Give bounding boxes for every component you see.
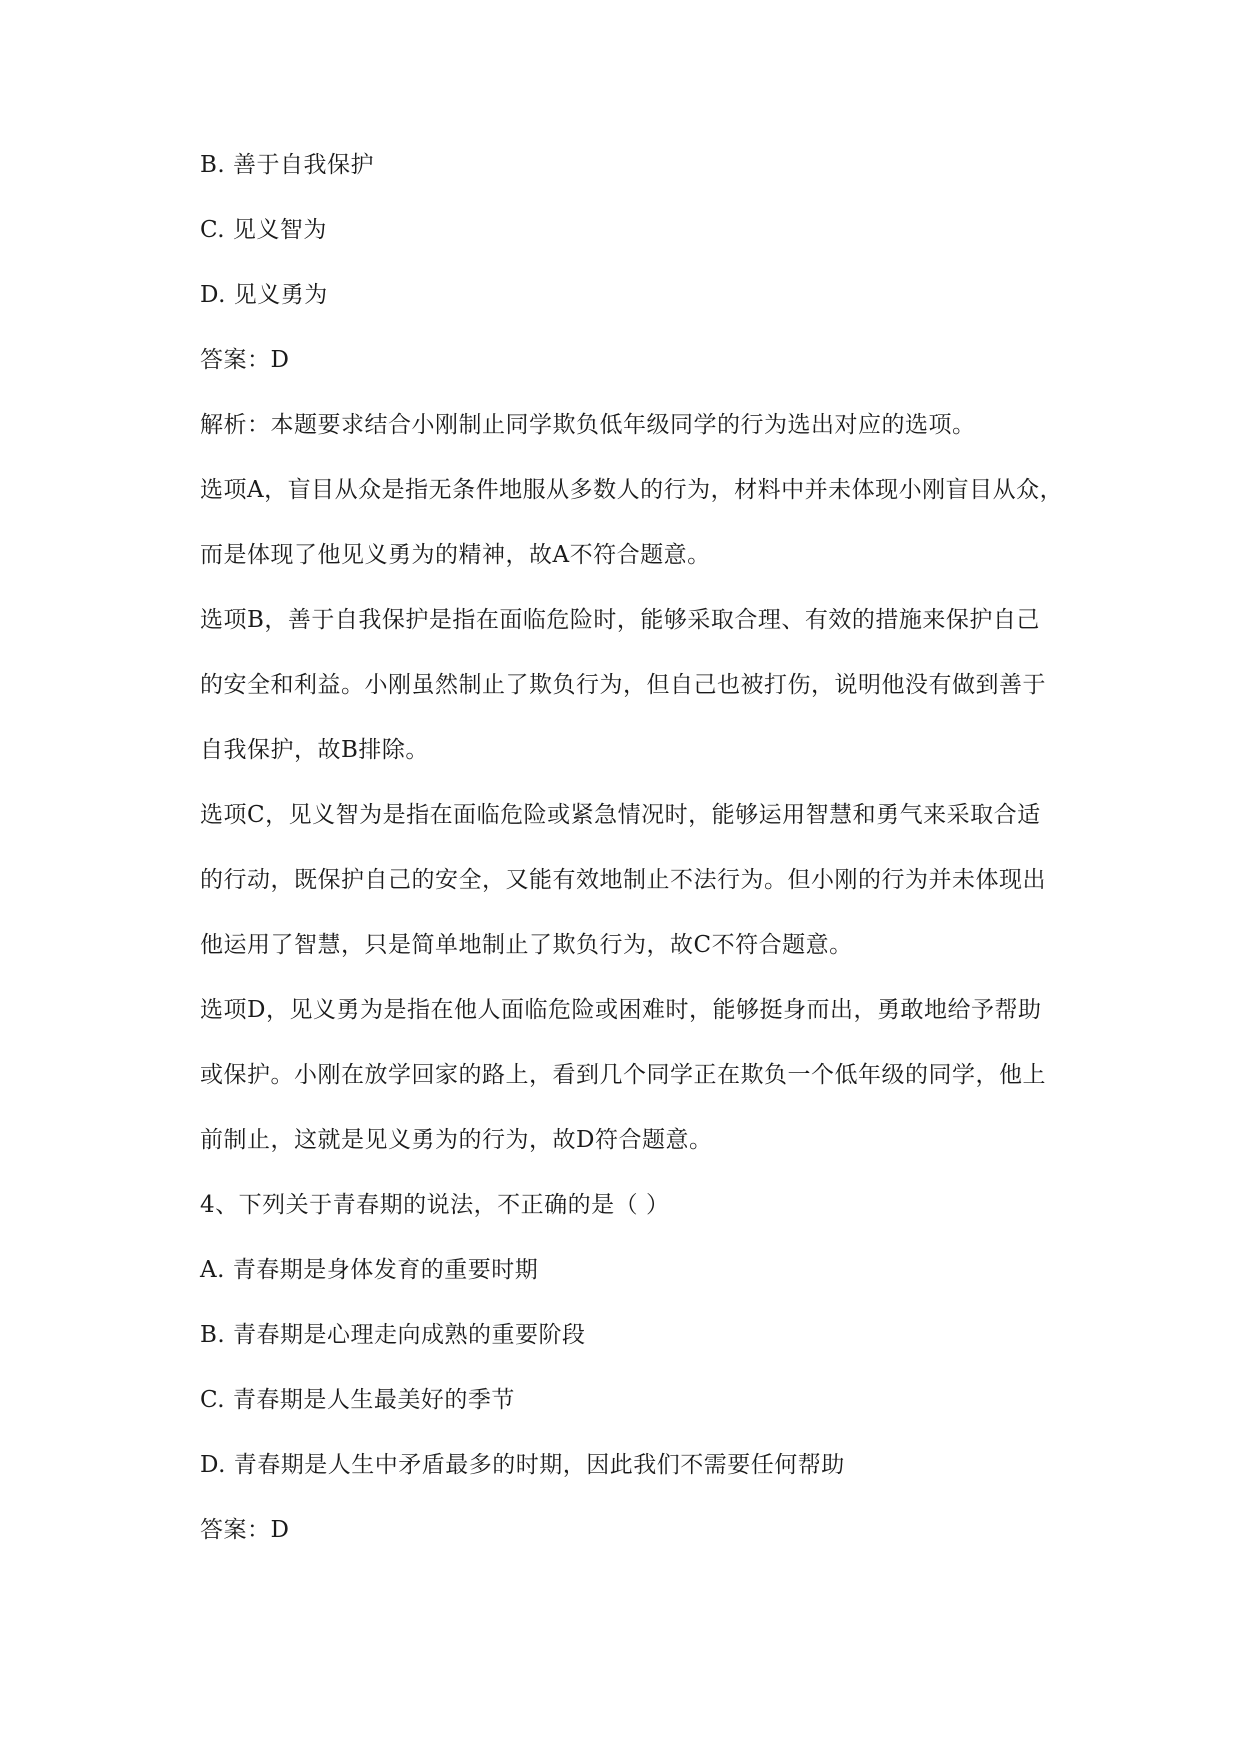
analysis-option-c-line-3: 他运用了智慧，只是简单地制止了欺负行为，故C不符合题意。 bbox=[200, 932, 853, 958]
answer-line: 答案：D bbox=[200, 347, 290, 373]
analysis-option-a-line-2: 而是体现了他见义勇为的精神，故A不符合题意。 bbox=[200, 542, 711, 568]
analysis-option-c-line-2: 的行动，既保护自己的安全，又能有效地制止不法行为。但小刚的行为并未体现出 bbox=[200, 867, 1046, 893]
analysis-option-a-line-1: 选项A，盲目从众是指无条件地服从多数人的行为，材料中并未体现小刚盲目从众， bbox=[200, 477, 1064, 503]
question-4-option-d: D. 青春期是人生中矛盾最多的时期，因此我们不需要任何帮助 bbox=[200, 1452, 845, 1478]
option-b-line: B. 善于自我保护 bbox=[200, 152, 375, 178]
question-4-option-c: C. 青春期是人生最美好的季节 bbox=[200, 1387, 515, 1413]
analysis-option-b-line-3: 自我保护，故B排除。 bbox=[200, 737, 429, 763]
analysis-option-d-line-1: 选项D，见义勇为是指在他人面临危险或困难时，能够挺身而出，勇敢地给予帮助 bbox=[200, 997, 1042, 1023]
analysis-intro-line: 解析：本题要求结合小刚制止同学欺负低年级同学的行为选出对应的选项。 bbox=[200, 412, 976, 438]
question-4-stem: 4、下列关于青春期的说法，不正确的是（ ） bbox=[200, 1192, 670, 1218]
analysis-option-b-line-2: 的安全和利益。小刚虽然制止了欺负行为，但自己也被打伤，说明他没有做到善于 bbox=[200, 672, 1046, 698]
analysis-option-d-line-2: 或保护。小刚在放学回家的路上，看到几个同学正在欺负一个低年级的同学，他上 bbox=[200, 1062, 1046, 1088]
question-4-option-a: A. 青春期是身体发育的重要时期 bbox=[200, 1257, 539, 1283]
option-c-line: C. 见义智为 bbox=[200, 217, 327, 243]
option-d-line: D. 见义勇为 bbox=[200, 282, 328, 308]
question-4-option-b: B. 青春期是心理走向成熟的重要阶段 bbox=[200, 1322, 586, 1348]
analysis-option-b-line-1: 选项B，善于自我保护是指在面临危险时，能够采取合理、有效的措施来保护自己 bbox=[200, 607, 1040, 633]
question-4-answer: 答案：D bbox=[200, 1517, 290, 1543]
analysis-option-c-line-1: 选项C，见义智为是指在面临危险或紧急情况时，能够运用智慧和勇气来采取合适 bbox=[200, 802, 1041, 828]
analysis-option-d-line-3: 前制止，这就是见义勇为的行为，故D符合题意。 bbox=[200, 1127, 713, 1153]
